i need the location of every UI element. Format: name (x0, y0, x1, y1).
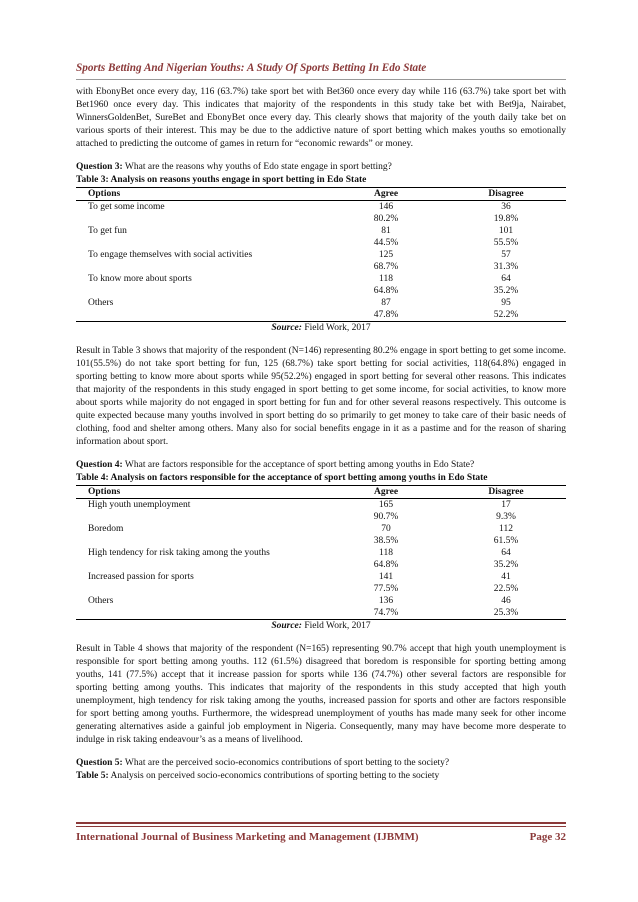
table-row-pct (76, 237, 566, 249)
option-cell: Others (88, 298, 114, 308)
question-3 (76, 161, 566, 174)
agree-count: 136 (378, 596, 394, 606)
option-cell: Boredom (88, 524, 124, 534)
page-number: Page 32 (529, 831, 566, 843)
disagree-percent: 52.2% (446, 309, 566, 322)
running-title: Sports Betting And Nigerian Youths: A Study Of Sports Betting In Edo State (76, 62, 427, 74)
table-row (76, 523, 566, 535)
disagree-count: 41 (501, 572, 511, 582)
agree-count: 146 (378, 202, 394, 212)
question-3-label: Question 3: (76, 162, 123, 172)
intro-paragraph: with EbonyBet once every day, 116 (63.7%) take sport bet with Bet360 once every day while 116 (63.7%) take sport bet with Bet1960 once every day. This indicates that majority of the respondents in this study take bet with Bet9ja, Nairabet, WinnersGoldenBet, SureBet and EbonyBet once every day. This clearly shows that majority of the youth daily take bet on various sports of their interest. This may be due to the addictive nature of sport betting which makes youths so emotionally attached to predicting the outcome of games in return for “economic rewards” or money. (76, 87, 566, 149)
agree-percent: 64.8% (373, 286, 399, 296)
table-5-caption (76, 770, 566, 783)
table-row (76, 547, 566, 559)
table-5-text: Analysis on perceived socio-economics contributions of sporting betting to the society (108, 771, 440, 781)
agree-percent: 74.7% (326, 607, 446, 620)
agree-count: 81 (381, 226, 391, 236)
agree-count: 125 (378, 250, 394, 260)
disagree-percent: 55.5% (493, 238, 519, 248)
body-content (76, 86, 566, 783)
option-cell: High tendency for risk taking among the youths (88, 548, 270, 558)
disagree-count: 95 (501, 298, 511, 308)
table-row (76, 249, 566, 261)
table-row-pct (76, 309, 566, 322)
question-3-text: What are the reasons why youths of Edo state engage in sport betting? (122, 162, 392, 172)
table-3-caption: Table 3: Analysis on reasons youths engage in sport betting in Edo State (76, 175, 367, 185)
table-3 (76, 187, 566, 322)
table-row-pct (76, 511, 566, 523)
agree-count: 70 (381, 524, 391, 534)
option-cell: To get fun (88, 226, 127, 236)
agree-count: 118 (379, 274, 393, 284)
header-rule (76, 79, 566, 80)
question-5-text: What are the perceived socio-economics contributions of sport betting to the society? (122, 758, 450, 768)
table-4-header-disagree: Disagree (446, 486, 566, 499)
table-row-pct (76, 559, 566, 571)
agree-percent: 64.8% (373, 560, 399, 570)
table-row-pct (76, 213, 566, 225)
table-row-pct (76, 607, 566, 620)
agree-percent: 68.7% (373, 262, 399, 272)
agree-percent: 80.2% (373, 214, 399, 224)
agree-count: 118 (379, 548, 393, 558)
disagree-count: 17 (501, 500, 511, 510)
table-3-header-row (76, 188, 566, 201)
source-label: Source: (271, 323, 302, 333)
table-3-header-disagree: Disagree (446, 188, 566, 201)
table-4-source (76, 620, 566, 633)
table-4-header-options: Options (76, 486, 326, 499)
result-3-paragraph: Result in Table 3 shows that majority of the respondent (N=146) representing 80.2% engage in sport betting to get some income. 101(55.5%) do not take sport betting for fun, 125 (68.7%) take sport betting for social activities, 118(64.8%) engaged in sporting betting to know more about sports while 95(52.2%) engaged in sport betting for several other reasons. This indicates that majority of the respondents in this study engaged in sport betting to get some income, for social activities, to know more about sports while majority do not engaged in sport betting for fun and for other several reasons respectively. This outcome is quite expected because many youths involved in sport betting do so primarily to get money to take care of their basic needs of clothing, food and shelter among others. Many also for social benefits engage in it as a pastime and for the reason of sharing information about sport. (76, 346, 566, 447)
agree-count: 141 (378, 572, 394, 582)
journal-name: International Journal of Business Marketing and Management (IJBMM) (76, 831, 419, 843)
table-4-header-agree: Agree (326, 486, 446, 499)
disagree-percent: 35.2% (493, 560, 519, 570)
disagree-count: 36 (501, 202, 511, 212)
agree-percent: 90.7% (373, 512, 399, 522)
disagree-count: 101 (498, 226, 514, 236)
option-cell: Others (88, 596, 114, 606)
agree-percent: 47.8% (326, 309, 446, 322)
question-4 (76, 459, 566, 472)
agree-count: 165 (378, 500, 394, 510)
question-5-label: Question 5: (76, 758, 123, 768)
table-3-header-agree: Agree (326, 188, 446, 201)
table-row (76, 595, 566, 607)
option-cell: Increased passion for sports (88, 572, 194, 582)
disagree-percent: 9.3% (496, 512, 516, 522)
option-cell: To engage themselves with social activities (88, 250, 253, 260)
footer-rule-thin (76, 826, 566, 827)
source-text: Field Work, 2017 (301, 323, 371, 333)
table-3-source (76, 322, 566, 335)
footer-rule (76, 822, 566, 824)
disagree-percent: 61.5% (493, 536, 519, 546)
table-5-label: Table 5: (76, 771, 109, 781)
disagree-count: 64 (501, 274, 511, 284)
table-row-pct (76, 261, 566, 273)
option-cell: To get some income (88, 202, 165, 212)
table-4 (76, 485, 566, 620)
disagree-count: 57 (501, 250, 511, 260)
disagree-percent: 25.3% (446, 607, 566, 620)
agree-percent: 44.5% (373, 238, 399, 248)
table-row (76, 571, 566, 583)
table-row (76, 499, 566, 512)
source-label: Source: (271, 621, 302, 631)
table-3-header-options: Options (76, 188, 326, 201)
table-row (76, 273, 566, 285)
disagree-percent: 19.8% (493, 214, 519, 224)
table-4-caption: Table 4: Analysis on factors responsible for the acceptance of sport betting among youths in Edo State (76, 473, 488, 483)
table-row (76, 297, 566, 309)
disagree-percent: 31.3% (493, 262, 519, 272)
option-cell: To know more about sports (88, 274, 192, 284)
option-cell: High youth unemployment (88, 500, 191, 510)
disagree-count: 64 (501, 548, 511, 558)
table-row-pct (76, 583, 566, 595)
disagree-count: 46 (501, 596, 511, 606)
result-4-paragraph: Result in Table 4 shows that majority of the respondent (N=165) representing 90.7% accept that high youth unemployment is responsible for sport betting among youths. 112 (61.5%) disagreed that boredom is responsible for sporting betting among youths, 141 (77.5%) accept that it increase passion for sports while 136 (74.7%) other several factors are responsible for sporting betting among youths. This indicates that majority of the respondents in this study accepted that high youth unemployment, high tendency for risk taking among the youths, increased passion for sports and other are factors responsible for sport betting among youths. Furthermore, the widespread unemployment of youths has made many seek for other income generating alternatives aside a gainful job employment in Nigeria. Consequently, many may have become more desperate to indulge in risk taking endeavour’s as a means of livelihood. (76, 644, 566, 745)
agree-percent: 77.5% (373, 584, 399, 594)
table-row (76, 225, 566, 237)
question-5 (76, 757, 566, 770)
disagree-percent: 22.5% (493, 584, 519, 594)
table-row-pct (76, 285, 566, 297)
table-row (76, 201, 566, 214)
table-row-pct (76, 535, 566, 547)
agree-percent: 38.5% (373, 536, 399, 546)
source-text: Field Work, 2017 (301, 621, 371, 631)
question-4-label: Question 4: (76, 460, 123, 470)
disagree-percent: 35.2% (493, 286, 519, 296)
disagree-count: 112 (499, 524, 513, 534)
agree-count: 87 (381, 298, 391, 308)
question-4-text: What are factors responsible for the acceptance of sport betting among youths in Edo State? (122, 460, 475, 470)
table-4-header-row (76, 486, 566, 499)
